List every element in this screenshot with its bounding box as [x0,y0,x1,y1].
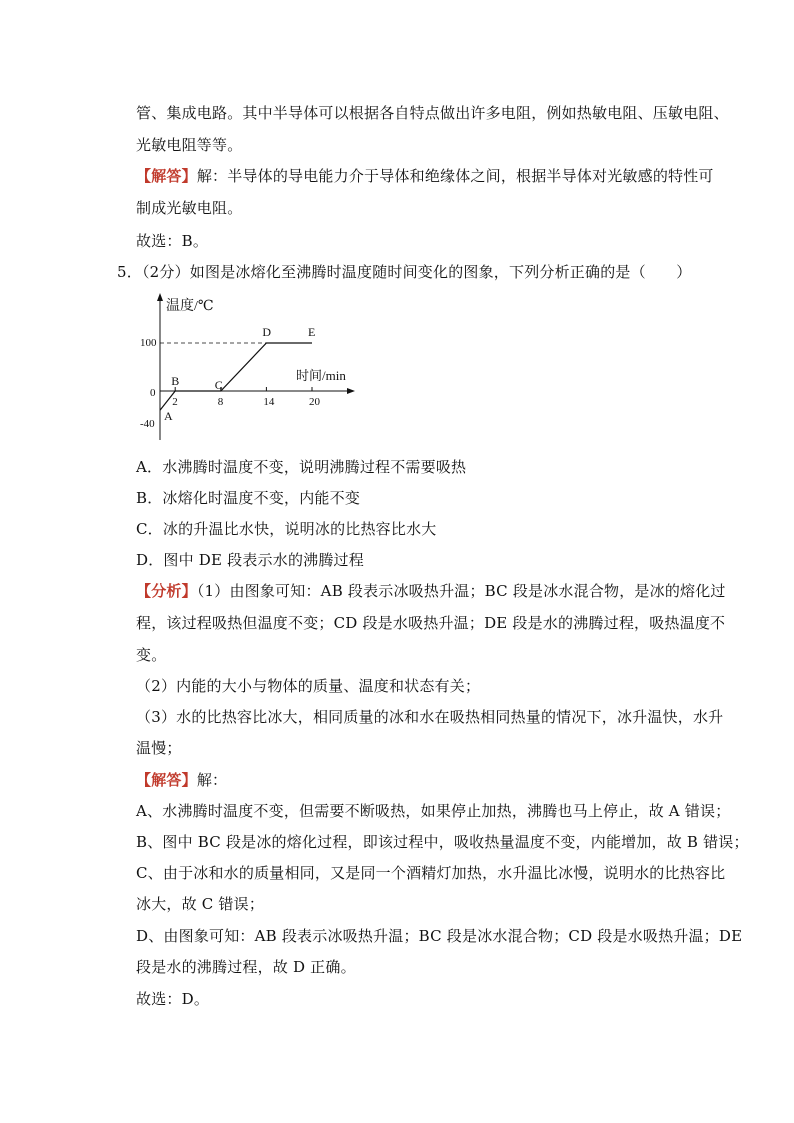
answer-text: 解：半导体的导电能力介于导体和绝缘体之间，根据半导体对光敏感的特性可 [196,167,714,185]
point-label-c: C [214,378,223,392]
text-line: （3）水的比热容比冰大，相同质量的冰和水在吸热相同热量的情况下，冰升温快，水升 [136,708,724,726]
option-b: B．冰熔化时温度不变，内能不变 [136,489,361,507]
y-axis-label: 温度/℃ [166,299,214,314]
text-line: 制成光敏电阻。 [136,199,243,217]
answer-head: 解： [196,771,228,789]
analysis-tag: 【分析】 [136,582,197,600]
answer-paragraph [136,166,714,186]
analysis-text: （1）由图象可知：AB 段表示冰吸热升温；BC 段是冰水混合物，是冰的熔化过 [196,582,726,600]
text-line: C、由于冰和水的质量相同，又是同一个酒精灯加热，水升温比冰慢，说明水的比热容比 [136,864,726,882]
question-5: 5．（2分）如图是冰熔化至沸腾时温度随时间变化的图象，下列分析正确的是（ ） [117,263,692,281]
y-tick-label: 0 [150,387,156,399]
x-tick-label: 8 [217,396,224,408]
point-label-a: A [164,409,173,424]
text-line: （2）内能的大小与物体的质量、温度和状态有关； [136,677,481,695]
choice-line: 故选：B。 [136,232,209,250]
y-tick-label: 100 [140,337,157,349]
point-label-e: E [308,325,316,339]
answer-tag: 【解答】 [136,167,197,185]
y-axis-arrow [157,293,163,301]
option-c: C．冰的升温比水快，说明冰的比热容比水大 [136,520,437,538]
answer-heading [136,770,227,790]
text-line: A、水沸腾时温度不变，但需要不断吸热，如果停止加热，沸腾也马上停止，故 A 错误； [136,802,731,820]
x-axis-arrow [347,388,355,394]
point-label-d: D [262,325,272,339]
text-line: B、图中 BC 段是冰的熔化过程，即该过程中，吸收热量温度不变，内能增加，故 B 错误； [136,833,749,851]
analysis-paragraph [136,581,726,601]
text-line: 段是水的沸腾过程，故 D 正确。 [136,958,356,976]
x-tick-label: 2 [172,396,178,408]
x-tick-label: 20 [309,396,320,408]
text-line: 变。 [136,646,167,664]
option-a: A．水沸腾时温度不变，说明沸腾过程不需要吸热 [136,458,467,476]
x-tick-label: 14 [263,396,275,408]
text-line: D、由图象可知：AB 段表示冰吸热升温；BC 段是冰水混合物；CD 段是水吸热升温；DE [136,927,743,945]
answer-tag: 【解答】 [136,771,197,789]
choice-line: 故选：D。 [136,990,210,1008]
text-line: 冰大，故 C 错误； [136,895,265,913]
option-d: D．图中 DE 段表示水的沸腾过程 [136,551,364,569]
text-line: 程，该过程吸热但温度不变；CD 段是水吸热升温；DE 段是水的沸腾过程，吸热温度不 [136,614,726,632]
temperature-curve [160,343,312,410]
text-line: 光敏电阻等等。 [136,136,243,154]
x-axis-label: 时间/min [296,368,346,383]
text-line: 温慢； [136,739,182,757]
temperature-time-graph [130,290,370,445]
point-label-b: B [171,374,180,388]
y-tick-label: -40 [140,418,155,430]
text-line: 管、集成电路。其中半导体可以根据各自特点做出许多电阻，例如热敏电阻、压敏电阻、 [136,104,729,122]
